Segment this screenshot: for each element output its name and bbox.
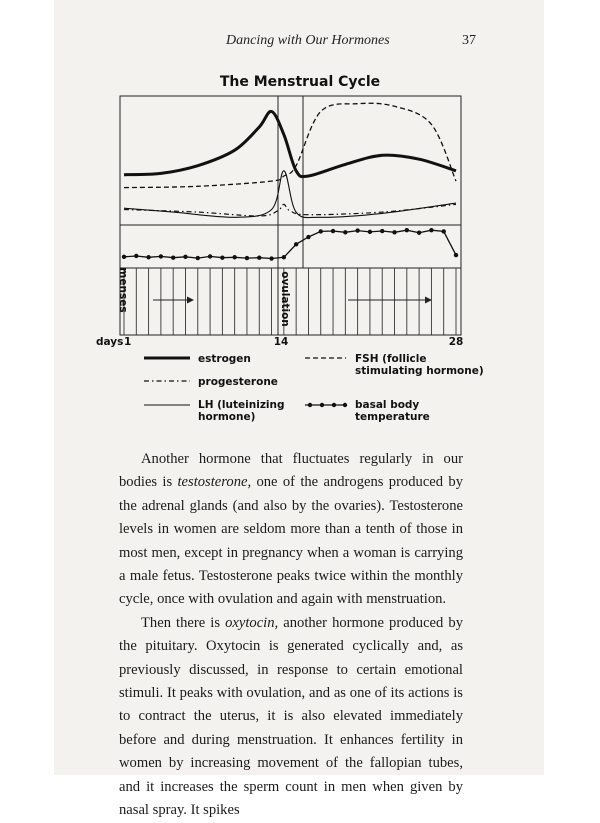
- bbt-point: [405, 228, 409, 232]
- axis-tick-1: 1: [124, 336, 132, 348]
- figure-title: The Menstrual Cycle: [219, 74, 381, 90]
- bbt-point: [245, 256, 249, 260]
- bbt-point: [269, 256, 273, 260]
- legend-bbt-line2: temperature: [355, 411, 430, 423]
- axis-tick-14: 14: [273, 336, 289, 348]
- bbt-point: [134, 254, 138, 258]
- series-line-fsh: [124, 103, 456, 187]
- series-line-estrogen: [124, 111, 456, 176]
- bbt-point: [355, 228, 359, 232]
- page-number: 37: [462, 33, 476, 48]
- paragraph-text: one of the androgens produced by the adrenal glands (and also by the ovaries). Testosterone levels in women are seldom more than a tenth of those in most men, except in pregnancy when a woman is carrying a male fetus. Testosterone peaks twice within the monthly cycle, once with ovulation and again with menstruation.: [119, 474, 463, 608]
- bbt-point: [331, 229, 335, 233]
- paragraph-oxytocin: [119, 612, 463, 823]
- bbt-point: [417, 231, 421, 235]
- series-line-basal: [124, 230, 456, 258]
- bbt-point: [454, 253, 458, 257]
- paragraph-text: Another hormone that fluctuates regularly in our bodies is: [119, 451, 463, 491]
- bbt-point: [257, 255, 261, 259]
- legend-fsh-line2: stimulating hormone): [355, 365, 484, 377]
- bbt-point: [146, 255, 150, 259]
- bbt-point: [343, 230, 347, 234]
- bbt-point: [122, 255, 126, 259]
- series-layer: [122, 103, 458, 260]
- bbt-point: [294, 242, 298, 246]
- body-text: [119, 448, 463, 823]
- paragraph-testosterone: [119, 448, 463, 612]
- axis-days-label: days: [96, 336, 124, 348]
- menses-label: menses: [117, 267, 129, 313]
- bbt-point: [232, 255, 236, 259]
- axis-tick-28: 28: [448, 336, 464, 348]
- legend-estrogen: estrogen: [198, 353, 251, 365]
- legend-swatch-bbt: [305, 403, 347, 407]
- bbt-point: [442, 229, 446, 233]
- paragraph-text: another hormone produced by the pituitary. Oxytocin is generated cyclically and, as previously discussed, in response to certain emotional stimuli. It peaks with ovulation, and as one of its actions is to contract the uterus, it is also elevated immediately before and during menstruation. It enhances fertility in women by increasing movement of the fallopian tubes, and it increases the sperm count in men when given by nasal spray. It spikes: [119, 614, 463, 819]
- legend-lh-line2: hormone): [198, 411, 256, 423]
- bbt-point: [429, 228, 433, 232]
- term-oxytocin: oxytocin,: [225, 614, 279, 631]
- legend-progesterone: progesterone: [198, 376, 278, 388]
- paragraph-text: Then there is: [141, 614, 226, 631]
- bbt-point: [220, 255, 224, 259]
- bbt-point: [392, 230, 396, 234]
- legend-bbt-line1: basal body: [355, 399, 420, 411]
- series-line-lh: [124, 171, 456, 218]
- bbt-point: [183, 255, 187, 259]
- legend: [144, 353, 484, 423]
- bbt-point: [380, 229, 384, 233]
- bbt-point: [368, 230, 372, 234]
- bbt-point: [159, 254, 163, 258]
- bbt-point: [208, 254, 212, 258]
- bbt-point: [306, 235, 310, 239]
- term-testosterone: testosterone,: [177, 474, 252, 491]
- legend-fsh-line1: FSH (follicle: [355, 353, 427, 365]
- bbt-point: [171, 255, 175, 259]
- bbt-point: [319, 229, 323, 233]
- ovulation-label: ovulation: [279, 271, 291, 327]
- legend-lh-line1: LH (luteinizing: [198, 399, 285, 411]
- running-head: Dancing with Our Hormones: [226, 33, 390, 48]
- bbt-point: [196, 256, 200, 260]
- bbt-point: [282, 255, 286, 259]
